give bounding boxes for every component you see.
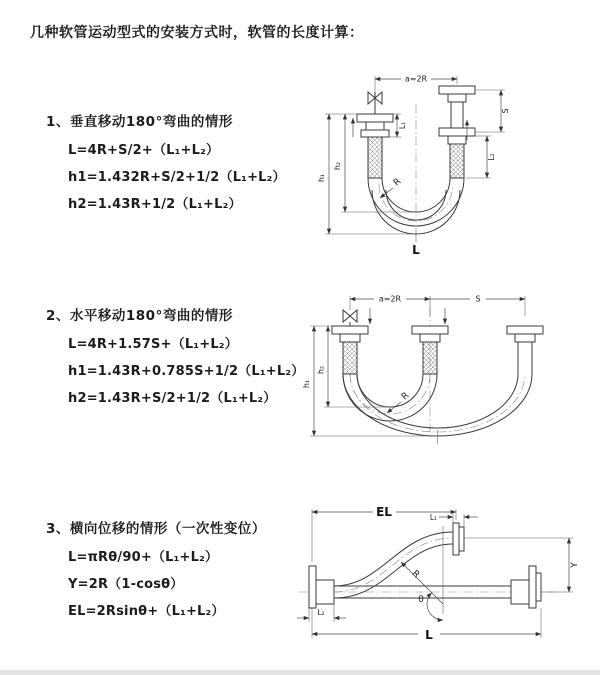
dim-label-l2: L₂ [487,153,496,161]
length-label-group [412,228,420,257]
dim-label-l1: L₁ [398,121,407,130]
u-bend-hoses [343,374,532,444]
left-fitting [309,566,334,608]
formula-2-h1: h1=1.43R+0.785S+1/2（L₁+L₂） [68,364,305,379]
dim-label-h2: h₂ [316,365,326,375]
original-position-pipe [334,566,541,608]
valve-icon [368,92,382,114]
formula-3-L: L=πRθ/90+（L₁+L₂） [68,550,219,565]
section-2-heading: 2、水平移动180°弯曲的情形 [46,308,233,324]
dim-h1-h2 [302,326,437,436]
dim-s [475,90,510,132]
dim-label-a2r: a=2R [378,294,402,304]
length-label: L [412,243,420,257]
page-title: 几种软管运动型式的安装方式时，软管的长度计算： [30,25,364,41]
dim-label-l2: L₂ [317,608,325,617]
dim-l [312,608,541,642]
dim-label-y: Y [570,562,580,568]
diagram-horizontal-180-bend [298,286,548,458]
section-3-heading: 3、横向位移的情形（一次性变位） [46,521,266,537]
formula-1-L: L=4R+S/2+（L₁+L₂） [68,143,220,158]
dim-label-h2: h₂ [333,161,342,171]
middle-fitting [412,326,448,374]
dim-l2 [466,136,496,178]
formula-3-Y: Y=2R（1-cosθ） [68,577,184,592]
right-fitting [439,86,475,178]
dim-a2r-s [350,295,525,325]
dim-label-el: EL [376,505,392,519]
radius-label: R [409,568,422,581]
formula-2-h2: h2=1.43R+S/2+1/2（L₁+L₂） [68,391,277,406]
dim-label-s: S [475,294,481,304]
formula-1-h1: h1=1.432R+S/2+1/2（L₁+L₂） [68,170,286,185]
dim-label-h1: h₁ [302,379,311,389]
formula-3-EL: EL=2Rsinθ+（L₁+L₂） [68,604,225,619]
angle-label: θ [418,595,424,605]
diagram-lateral-displacement [293,500,595,648]
displaced-hose-s-curve [334,523,464,598]
right-fitting-moved [507,326,543,374]
diagram-vertical-180-bend [305,66,535,258]
dim-label-a2r: a=2R [404,74,428,84]
radius-label: R [391,176,404,189]
dim-l2 [297,604,346,622]
left-fitting [357,114,393,178]
valve-icon [343,310,357,326]
dim-label-l1: L₁ [429,513,437,522]
dim-label-l: L [425,628,433,642]
left-fitting [332,326,368,374]
page-edge [0,670,600,675]
formula-1-h2: h2=1.43R+1/2（L₁+L₂） [68,197,242,212]
section-1-heading: 1、垂直移动180°弯曲的情形 [46,114,233,130]
formula-2-L: L=4R+1.57S+（L₁+L₂） [68,337,238,352]
dim-label-h1: h₁ [317,173,326,183]
radius-label: R [399,390,412,403]
dim-label-s: S [501,108,510,114]
